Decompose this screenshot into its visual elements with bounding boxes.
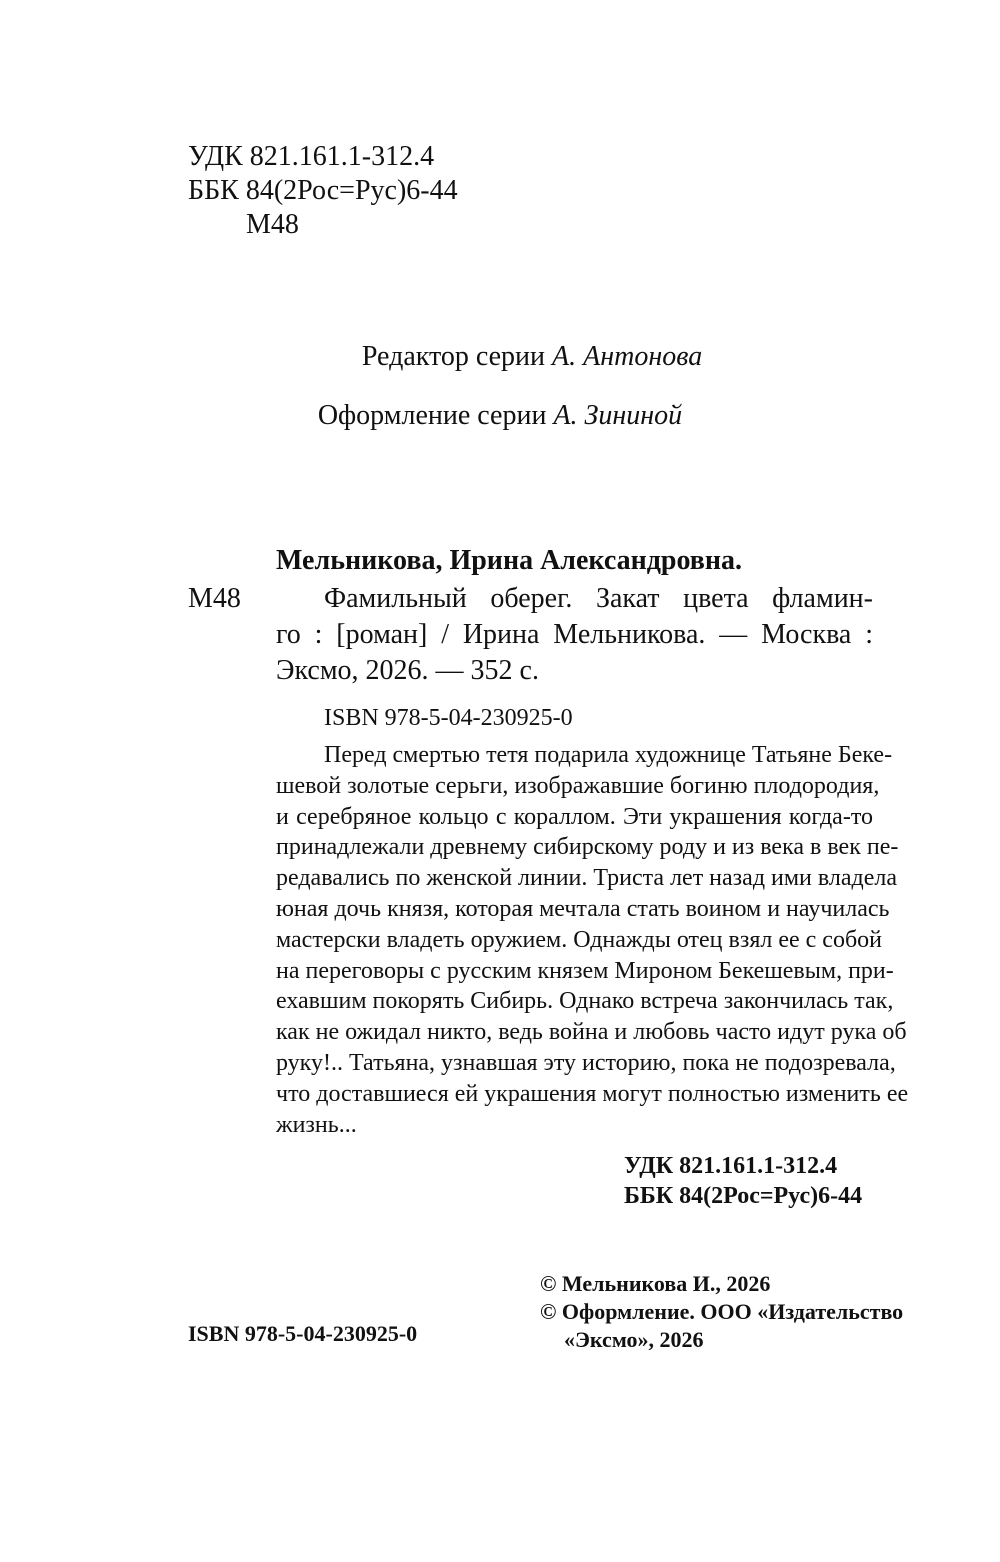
annotation-line: на переговоры с русским князем Мироном Бекешевым, при- [276,957,894,984]
bbk-code: ББК 84(2Рос=Рус)6-44 [188,175,458,206]
biblio-line: го : [роман] / Ирина Мельникова. — Москва : [276,619,873,650]
series-design-label: Оформление серии [317,400,554,431]
author-mark: М48 [246,209,299,240]
series-editor-credit [0,340,1000,374]
classification-codes [188,140,458,242]
series-editor-name: А. Антонова [552,341,703,372]
bottom-udk-code: УДК 821.161.1-312.4 [624,1153,838,1179]
annotation-line: жизнь... [276,1111,357,1138]
copyright-design-cont: «Эксмо», 2026 [564,1327,704,1352]
bottom-bbk-code: ББК 84(2Рос=Рус)6-44 [624,1183,863,1209]
biblio-line: Эксмо, 2026. — 352 с. [276,655,539,686]
annotation-line: редавались по женской линии. Триста лет назад ими владела [276,865,898,892]
annotation-line: что доставшиеся ей украшения могут полностью изменить ее [276,1080,909,1107]
series-credits [0,340,1000,433]
annotation-line: и серебряное кольцо с кораллом. Эти украшения когда-то [276,803,873,830]
isbn-bottom: ISBN 978-5-04-230925-0 [188,1321,418,1346]
annotation-line: мастерски владеть оружием. Однажды отец взял ее с собой [276,926,882,953]
copyright-design: © Оформление. ООО «Издательство [540,1299,904,1324]
biblio-line: Фамильный оберег. Закат цвета фламин- [324,583,873,614]
annotation-line: Перед смертью тетя подарила художнице Татьяне Беке- [324,742,893,768]
annotation-line: руку!.. Татьяна, узнавшая эту историю, пока не подозревала, [276,1049,896,1076]
copyright-block [540,1270,903,1354]
series-design-name: А. Зининой [553,400,683,431]
annotation-line: принадлежали древнему сибирскому роду и из века в век пе- [276,834,899,861]
annotation [276,740,909,1140]
isbn-record: ISBN 978-5-04-230925-0 [324,705,573,731]
annotation-line: как не ожидал никто, ведь война и любовь часто идут рука об [276,1019,907,1046]
series-editor-label: Редактор серии [361,341,553,372]
series-design-credit [0,399,1000,433]
annotation-line: ехавшим покорять Сибирь. Однако встреча закончилась так, [276,988,894,1015]
annotation-line: шевой золотые серьги, изображавшие богиню плодородия, [276,772,880,799]
copyright-author: © Мельникова И., 2026 [540,1271,771,1296]
author-heading: Мельникова, Ирина Александровна. [276,545,743,576]
bottom-classification [624,1152,862,1212]
bibliographic-record [276,582,873,690]
udk-code: УДК 821.161.1-312.4 [188,141,435,172]
annotation-line: юная дочь князя, которая мечтала стать воином и научилась [276,895,890,922]
side-author-mark: М48 [188,583,241,614]
